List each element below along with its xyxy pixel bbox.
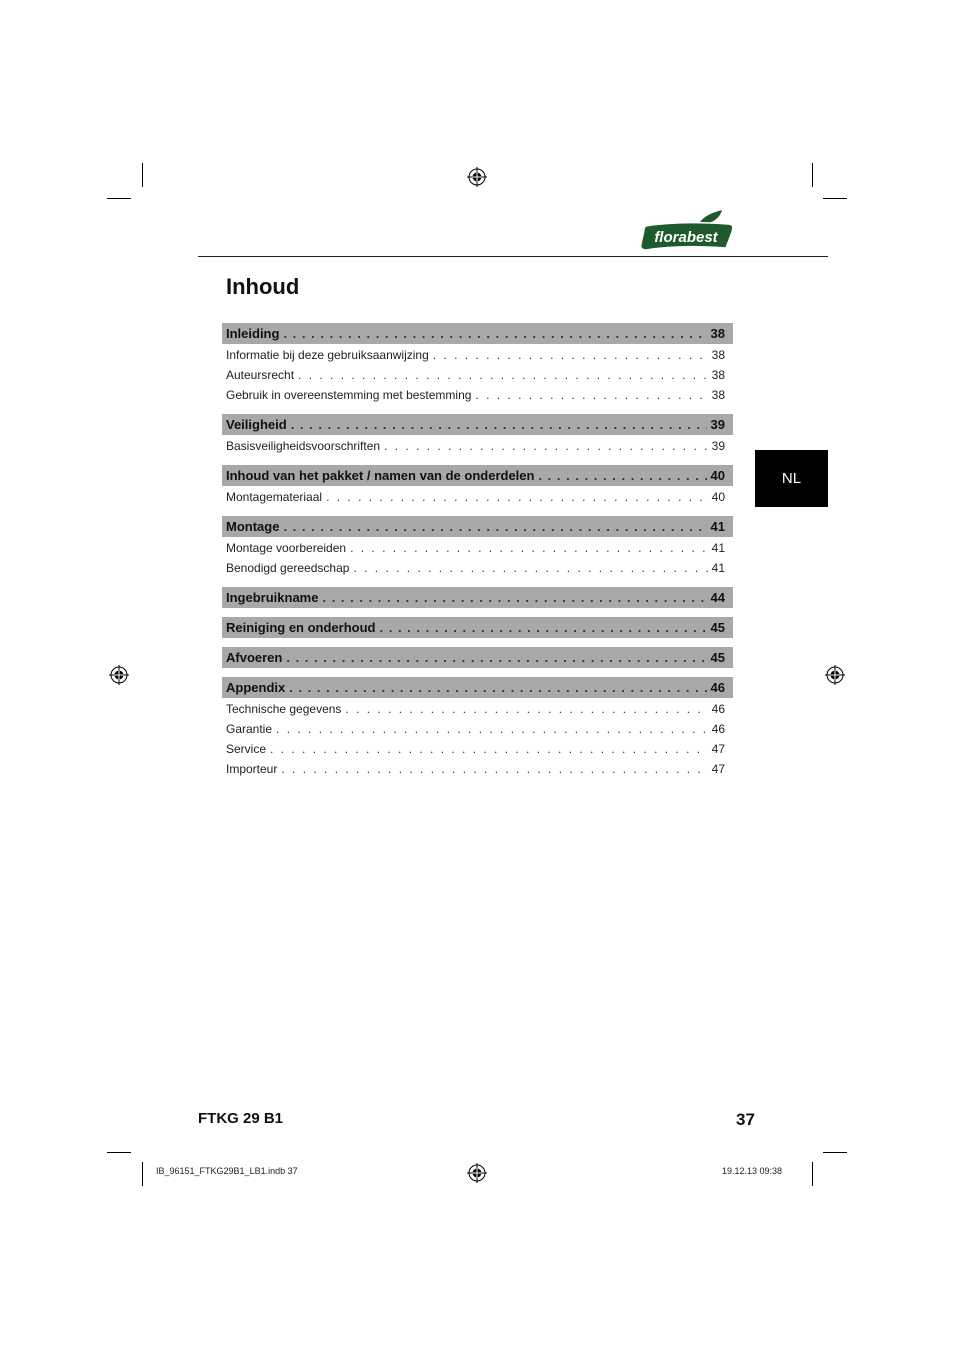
toc-entry-title: Importeur	[226, 762, 278, 776]
registration-mark-icon	[467, 1163, 487, 1183]
toc-entry[interactable]	[222, 739, 733, 759]
toc-section-title: Inleiding	[226, 326, 280, 341]
dot-leader	[270, 742, 708, 756]
header-rule	[198, 256, 828, 257]
dot-leader	[384, 439, 708, 453]
crop-mark-icon	[142, 1162, 143, 1186]
toc-section-title: Montage	[226, 519, 280, 534]
toc-entry-page: 47	[711, 762, 725, 776]
crop-mark-icon	[107, 1152, 131, 1153]
dot-leader	[298, 368, 708, 382]
toc-entry-page: 38	[711, 368, 725, 382]
toc-entry-page: 46	[711, 702, 725, 716]
registration-mark-icon	[825, 665, 845, 685]
florabest-logo-icon	[640, 210, 734, 252]
toc-entry-title: Technische gegevens	[226, 702, 342, 716]
toc-entry[interactable]	[222, 436, 733, 456]
toc-section-page: 45	[710, 650, 725, 665]
toc-entry-title: Service	[226, 742, 267, 756]
dot-leader	[286, 650, 706, 665]
brand-logo-text: florabest	[654, 229, 718, 246]
toc-entry-page: 47	[711, 742, 725, 756]
toc-entry[interactable]	[222, 719, 733, 739]
toc-section-page: 45	[710, 620, 725, 635]
toc-entry-page: 40	[711, 490, 725, 504]
toc-section-page: 46	[710, 680, 725, 695]
dot-leader	[345, 702, 707, 716]
footer-model: FTKG 29 B1	[198, 1110, 284, 1127]
toc-section-page: 41	[710, 519, 725, 534]
toc-entry[interactable]	[222, 538, 733, 558]
dot-leader	[380, 620, 707, 635]
registration-mark-icon	[467, 167, 487, 187]
dot-leader	[350, 541, 708, 555]
toc-section-heading[interactable]	[222, 587, 733, 608]
crop-mark-icon	[812, 163, 813, 187]
dot-leader	[538, 468, 706, 483]
toc-section-heading[interactable]	[222, 414, 733, 435]
toc-section-heading[interactable]	[222, 617, 733, 638]
toc-section-heading[interactable]	[222, 323, 733, 344]
language-tab: NL	[755, 450, 828, 507]
crop-mark-icon	[142, 163, 143, 187]
toc-entry-title: Garantie	[226, 722, 273, 736]
toc-entry[interactable]	[222, 487, 733, 507]
toc-section-page: 39	[710, 417, 725, 432]
toc-entry[interactable]	[222, 385, 733, 405]
page-title: Inhoud	[226, 274, 300, 299]
dot-leader	[322, 590, 706, 605]
toc-section-heading[interactable]	[222, 677, 733, 698]
footer-page-number: 37	[736, 1110, 755, 1129]
toc-entry-page: 38	[711, 348, 725, 362]
toc-section-heading[interactable]	[222, 647, 733, 668]
print-slug-date: 19.12.13 09:38	[722, 1166, 783, 1176]
dot-leader	[291, 417, 707, 432]
registration-mark-icon	[109, 665, 129, 685]
dot-leader	[433, 348, 708, 362]
toc-section-title: Inhoud van het pakket / namen van de onderdelen	[226, 468, 535, 483]
dot-leader	[289, 680, 706, 695]
toc-entry[interactable]	[222, 345, 733, 365]
toc-entry-page: 38	[711, 388, 725, 402]
dot-leader	[281, 762, 707, 776]
toc-entry-title: Montagemateriaal	[226, 490, 323, 504]
dot-leader	[326, 490, 708, 504]
toc-section-title: Appendix	[226, 680, 286, 695]
toc-section-title: Reiniging en onderhoud	[226, 620, 376, 635]
dot-leader	[276, 722, 708, 736]
toc-entry-page: 41	[711, 541, 725, 555]
toc-entry-title: Montage voorbereiden	[226, 541, 347, 555]
crop-mark-icon	[107, 198, 131, 199]
toc-section-title: Afvoeren	[226, 650, 283, 665]
toc-entry-title: Gebruik in overeenstemming met bestemming	[226, 388, 472, 402]
dot-leader	[353, 561, 707, 575]
crop-mark-icon	[812, 1162, 813, 1186]
toc-section-title: Veiligheid	[226, 417, 287, 432]
crop-mark-icon	[823, 198, 847, 199]
toc-entry-page: 39	[711, 439, 725, 453]
toc-section-heading[interactable]	[222, 465, 733, 486]
toc-entry[interactable]	[222, 558, 733, 578]
toc-section-page: 44	[710, 590, 725, 605]
print-slug-file: IB_96151_FTKG29B1_LB1.indb 37	[156, 1166, 298, 1176]
table-of-contents	[222, 323, 733, 779]
crop-mark-icon	[823, 1152, 847, 1153]
toc-entry[interactable]	[222, 699, 733, 719]
toc-entry-page: 41	[711, 561, 725, 575]
toc-section-page: 38	[710, 326, 725, 341]
dot-leader	[283, 519, 706, 534]
toc-entry-title: Benodigd gereedschap	[226, 561, 350, 575]
toc-entry-title: Auteursrecht	[226, 368, 295, 382]
toc-entry-title: Basisveiligheidsvoorschriften	[226, 439, 381, 453]
toc-entry-title: Informatie bij deze gebruiksaanwijzing	[226, 348, 429, 362]
toc-entry-page: 46	[711, 722, 725, 736]
dot-leader	[475, 388, 707, 402]
toc-section-heading[interactable]	[222, 516, 733, 537]
toc-entry[interactable]	[222, 365, 733, 385]
toc-section-page: 40	[710, 468, 725, 483]
toc-entry[interactable]	[222, 759, 733, 779]
dot-leader	[283, 326, 706, 341]
toc-section-title: Ingebruikname	[226, 590, 319, 605]
